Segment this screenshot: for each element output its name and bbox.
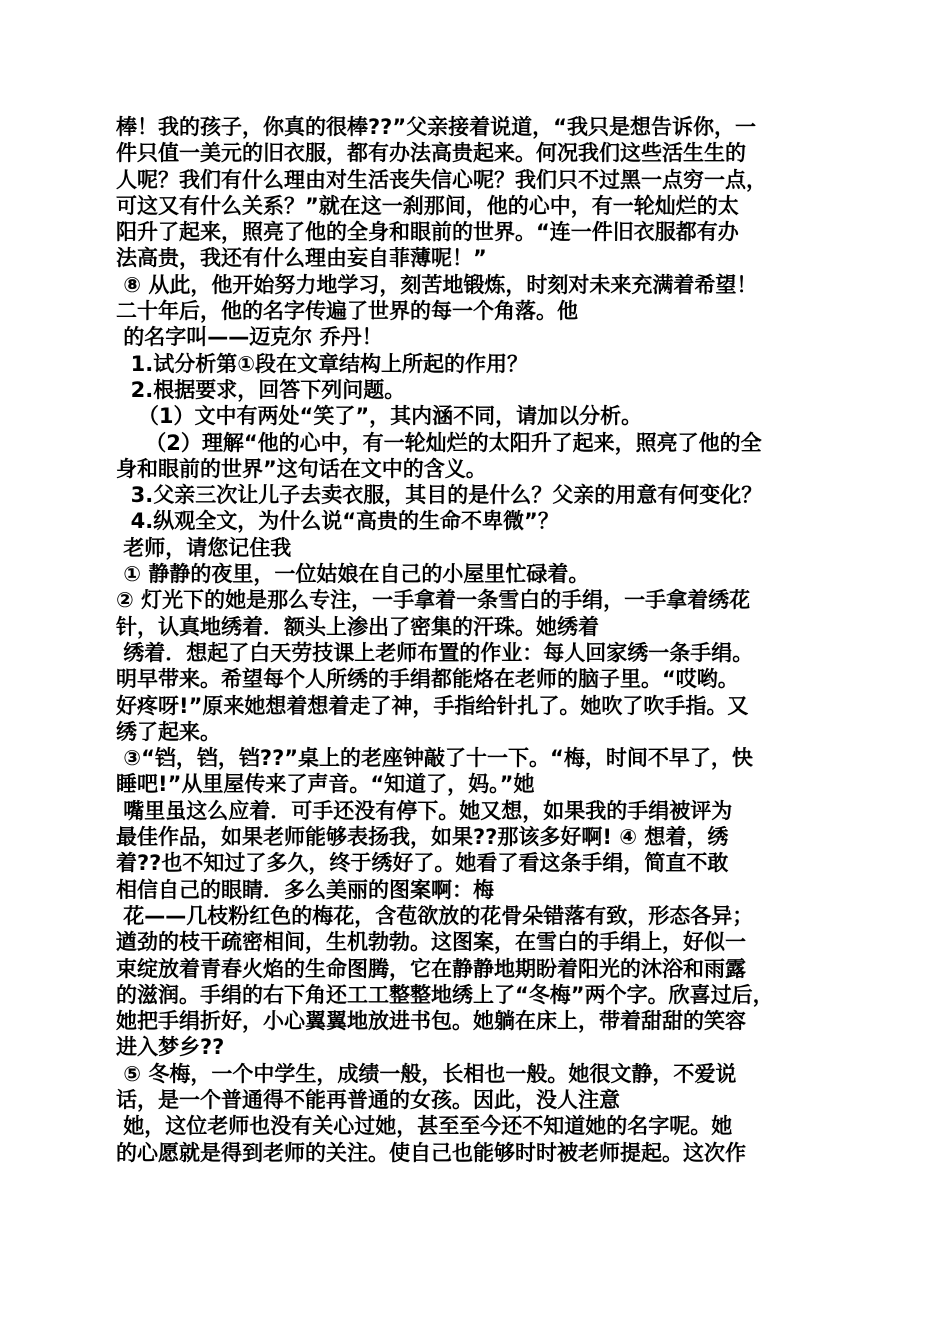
- text-line: 话，是一个普通得不能再普通的女孩。因此，没人注意: [116, 1087, 620, 1112]
- text-line: 二十年后，他的名字传遍了世界的每一个角落。他: [116, 299, 578, 324]
- text-line: 花——几枝粉红色的梅花，含苞欲放的花骨朵错落有致，形态各异；: [116, 903, 754, 928]
- text-line: 遒劲的枝干疏密相间，生机勃勃。这图案，在雪白的手绢上，好似一: [116, 930, 746, 955]
- question-2-2: （2）理解“他的心中，有一轮灿烂的太阳升了起来，照亮了他的全: [116, 430, 762, 455]
- text-line: 好疼呀!”原来她想着想着走了神，手指给针扎了。她吹了吹手指。又: [116, 693, 749, 718]
- text-line: 睡吧!”从里屋传来了声音。“知道了，妈。”她: [116, 772, 535, 797]
- text-line: 进入梦乡??: [116, 1035, 225, 1060]
- text-line: 绣了起来。: [116, 719, 221, 744]
- paragraph-1-line: ① 静静的夜里，一位姑娘在自己的小屋里忙碌着。: [116, 562, 590, 587]
- text-line: 人呢？我们有什么理由对生活丧失信心呢？我们只不过黑一点穷一点，: [116, 167, 767, 192]
- text-line: 身和眼前的世界”这句话在文中的含义。: [116, 456, 487, 481]
- text-line: 件只值一美元的旧衣服，都有办法高贵起来。何况我们这些活生生的: [116, 141, 746, 166]
- text-line: 可这又有什么关系？”就在这一刹那间，他的心中，有一轮灿烂的太: [116, 193, 739, 218]
- text-line: 相信自己的眼睛．多么美丽的图案啊：梅: [116, 877, 494, 902]
- text-line: 的名字叫——迈克尔 乔丹！: [116, 325, 383, 350]
- question-3: 3.父亲三次让儿子去卖衣服，其目的是什么？父亲的用意有何变化？: [116, 483, 763, 508]
- text-line: 针，认真地绣着．额头上渗出了密集的汗珠。她绣着: [116, 614, 599, 639]
- document-body: [116, 114, 842, 1166]
- text-line: 阳升了起来，照亮了他的全身和眼前的世界。“连一件旧衣服都有办: [116, 220, 739, 245]
- text-line: 嘴里虽这么应着．可手还没有停下。她又想，如果我的手绢被评为: [116, 798, 733, 823]
- question-2: 2.根据要求，回答下列问题。: [116, 377, 406, 402]
- paragraph-8-line: ⑧ 从此，他开始努力地学习，刻苦地锻炼，时刻对未来充满着希望！: [116, 272, 758, 297]
- text-line: 束绽放着青春火焰的生命图腾，它在静静地期盼着阳光的沐浴和雨露: [116, 956, 746, 981]
- text-line: 明早带来。希望每个人所绣的手绢都能烙在老师的脑子里。“哎哟。: [116, 667, 739, 692]
- paragraph-5-line: ⑤ 冬梅，一个中学生，成绩一般，长相也一般。她很文静，不爱说: [116, 1061, 737, 1086]
- text-line: 的滋润。手绢的右下角还工工整整地绣上了“冬梅”两个字。欣喜过后，: [116, 982, 774, 1007]
- text-line: 她，这位老师也没有关心过她，甚至至今还不知道她的名字呢。她: [116, 1114, 733, 1139]
- text-line: 她把手绢折好，小心翼翼地放进书包。她躺在床上，带着甜甜的笑容: [116, 1009, 746, 1034]
- text-line: 绣着．想起了白天劳技课上老师布置的作业：每人回家绣一条手绢。: [116, 640, 754, 665]
- question-1: 1.试分析第①段在文章结构上所起的作用？: [116, 351, 528, 376]
- text-line: 最佳作品，如果老师能够表扬我，如果??那该多好啊! ④ 想着，绣: [116, 825, 729, 850]
- paragraph-3-line: ③“铛，铛，铛??”桌上的老座钟敲了十一下。“梅，时间不早了，快: [116, 746, 753, 771]
- text-line: 法高贵，我还有什么理由妄自菲薄呢！”: [116, 246, 487, 271]
- section-title: 老师，请您记住我: [116, 535, 292, 560]
- text-line: 着??也不知过了多久，终于绣好了。她看了看这条手绢，简直不敢: [116, 851, 729, 876]
- question-4: 4.纵观全文，为什么说“高贵的生命不卑微”？: [116, 509, 559, 534]
- question-2-1: （1）文中有两处“笑了”，其内涵不同，请加以分析。: [116, 404, 643, 429]
- text-line: 棒！我的孩子，你真的很棒??”父亲接着说道，“我只是想告诉你，一: [116, 115, 756, 139]
- paragraph-2-line: ② 灯光下的她是那么专注，一手拿着一条雪白的手绢，一手拿着绣花: [116, 588, 751, 613]
- text-line: 的心愿就是得到老师的关注。使自己也能够时时被老师提起。这次作: [116, 1140, 746, 1165]
